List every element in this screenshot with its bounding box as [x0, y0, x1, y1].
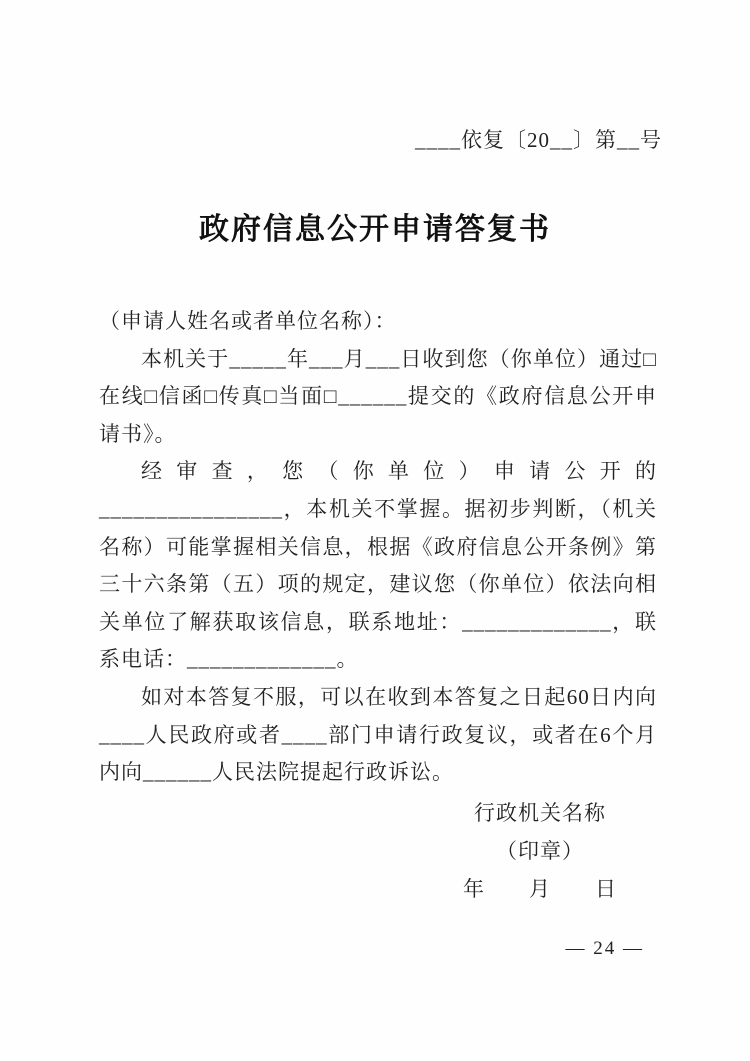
doc-number: ____依复〔20__〕第__号 — [415, 128, 662, 152]
salutation-line: （申请人姓名或者单位名称）： — [99, 309, 397, 333]
page-title: 政府信息公开申请答复书 — [199, 213, 551, 246]
signature-date-line: 年 月 日 — [463, 877, 617, 901]
document-body — [99, 303, 657, 792]
signature-agency-name: 行政机关名称 — [474, 801, 606, 825]
page-number: — 24 — — [565, 938, 644, 959]
paragraph-review: 经审查，您（你单位）申请公开的________________，本机关不掌握。据初步判断，（机关名称）可能掌握相关信息，根据《政府信息公开条例》第三十六条第（五）项的规定，建议您（你单位）依法向相关单位了解获取该信息，联系地址：_____________，联系电话：_____________。 — [99, 459, 657, 672]
signature-seal: （印章） — [496, 839, 584, 863]
paragraph-receipt: 本机关于_____年___月___日收到您（你单位）通过□在线□信函□传真□当面□______提交的《政府信息公开申请书》。 — [99, 346, 657, 446]
paragraph-remedy: 如对本答复不服，可以在收到本答复之日起60日内向____人民政府或者____部门申请行政复议，或者在6个月内向______人民法院提起行政诉讼。 — [99, 684, 657, 785]
signature-block — [420, 794, 660, 908]
